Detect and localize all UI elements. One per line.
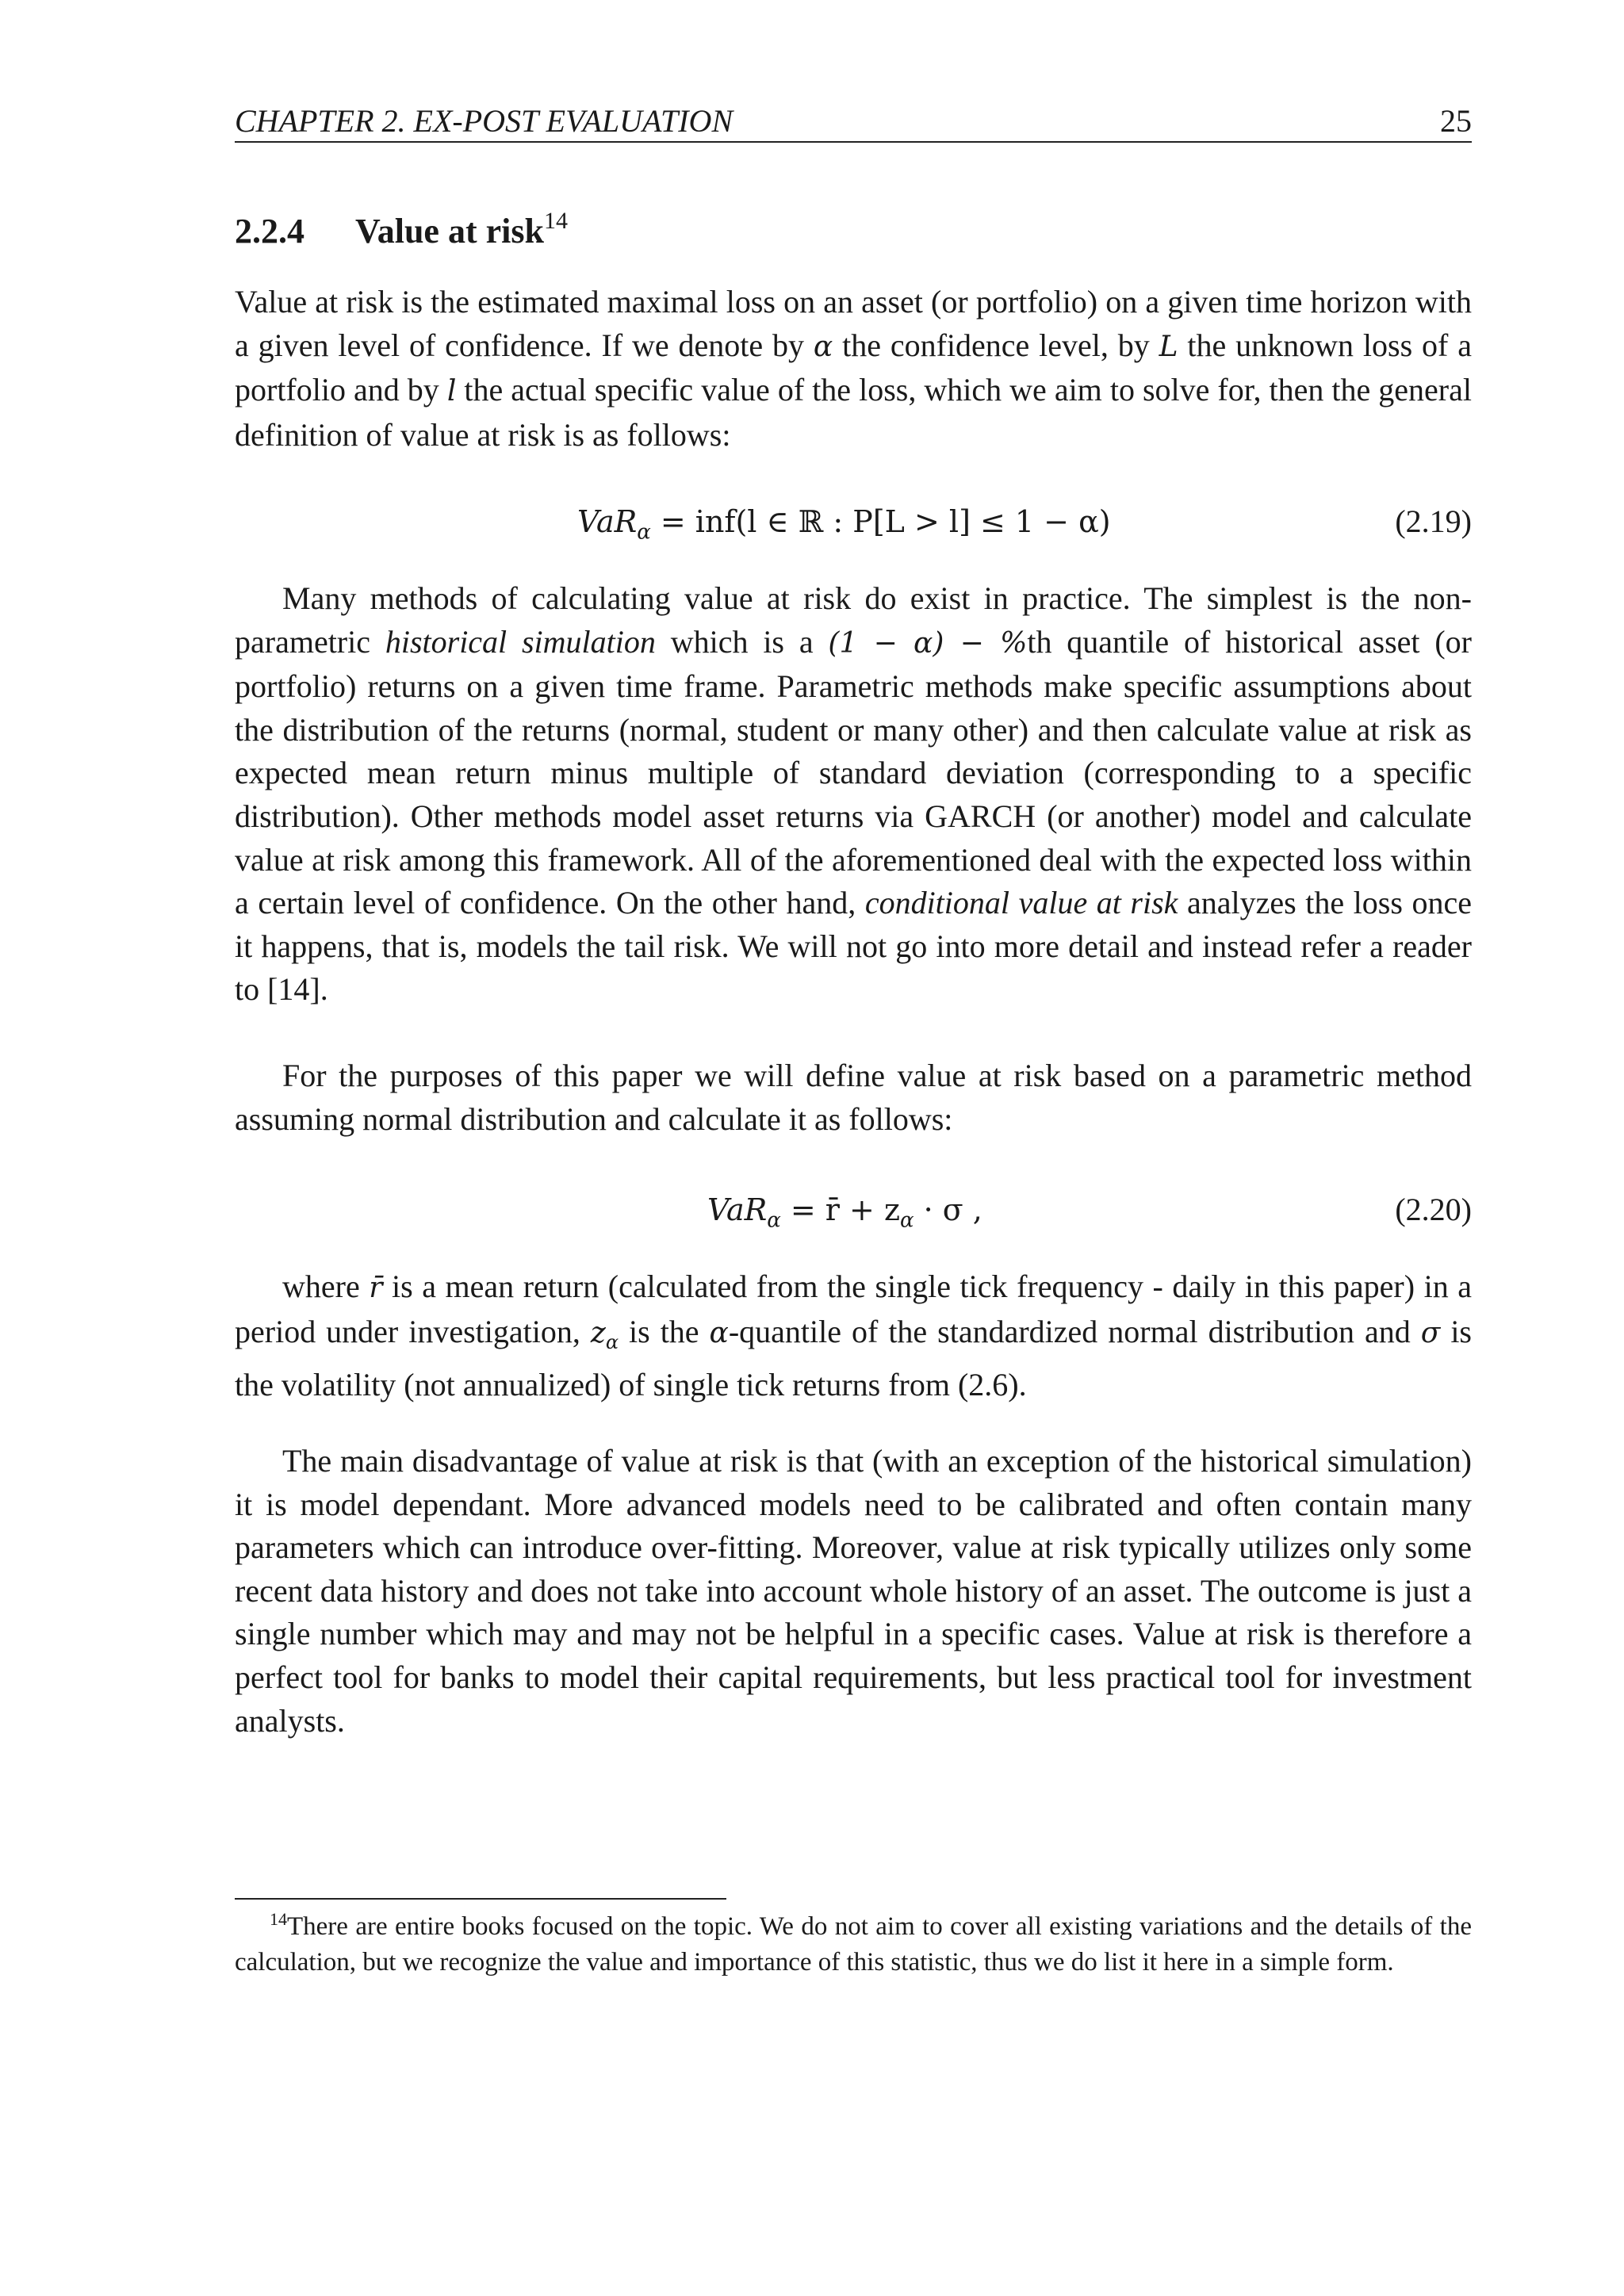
equation-formula: VaR$_\alpha$ = inf(l ∈ ℝ : P[L > l] ≤ 1 − α) [577, 504, 1111, 545]
paragraph-definition-parametric: For the purposes of this paper we will define value at risk based on a parametric method assuming normal distribution and calculate it as follows: [235, 1058, 1472, 1137]
running-header [235, 101, 1472, 143]
footnote [235, 1909, 1472, 1980]
math-l: l [446, 375, 457, 408]
section-heading [235, 208, 568, 255]
math-z-alpha: $z_\alpha$ [590, 1316, 619, 1353]
footnote-text: There are entire books focused on the topic. We do not aim to cover all existing variations and the details of the calculation, but we recognize the value and importance of this statistic, thus we do list it here in a simple form. [235, 1912, 1472, 1976]
math-quantile: (1 − α) − % [828, 626, 1028, 660]
footnote-reference[interactable]: 14 [543, 208, 568, 234]
page-number: 25 [1440, 103, 1472, 139]
equation-2-19 [235, 498, 1472, 545]
section-number: 2.2.4 [235, 212, 304, 251]
chapter-title: CHAPTER 2. EX-POST EVALUATION [235, 103, 733, 139]
emphasis-conditional-var: conditional value at risk [864, 885, 1178, 921]
math-sigma: σ [1420, 1316, 1441, 1349]
equation-formula: VaR$_\alpha$ = r̄ + $z_\alpha \cdot \sigma$ , [707, 1192, 982, 1233]
equation-number: (2.20) [1395, 1192, 1472, 1227]
equation-2-20 [235, 1186, 1472, 1234]
footnote-rule [235, 1898, 726, 1900]
emphasis-historical-simulation: historical simulation [385, 623, 656, 660]
page [235, 0, 1472, 2296]
paragraph-definition: Value at risk is the estimated maximal loss on an asset (or portfolio) on a given time horizon with a given level of confidence. If we denote by α the confidence level, by L the unknown loss of a portfolio and by l the actual specific value of the loss, which we aim to solve for, then the general definition of value at risk is as follows: [235, 284, 1472, 453]
math-rbar: r̄ [369, 1272, 383, 1304]
math-L: L [1159, 330, 1178, 363]
paragraph-methods: Many methods of calculating value at risk do exist in practice. The simplest is the non-parametric historical simulation which is a (1 − α) − %th quantile of historical asset (or portfolio) returns on a given time frame. Parametric methods make specific assumptions about the distribution of the returns (normal, student or many other) and then calculate value at risk as expected mean return minus multiple of standard deviation (corresponding to a specific distribution). Other methods model asset returns via GARCH (or another) model and calculate value at risk among this framework. All of the aforementioned deal with the expected loss within a certain level of confidence. On the other hand, conditional value at risk analyzes the loss once it happens, that is, models the tail risk. We will not go into more detail and instead refer a reader to [14]. [235, 580, 1472, 1008]
paragraph-where: where r̄ is a mean return (calculated from the single tick frequency - daily in this paper) in a period under investigation, $z_\alpha$ is the α-quantile of the standardized normal distribution and σ is the volatility (not annualized) of single tick returns from (2.6). [235, 1269, 1473, 1403]
section-title: Value at risk [355, 212, 544, 251]
paragraph-disadvantage: The main disadvantage of value at risk is that (with an exception of the historical simulation) it is model dependant. More advanced models need to be calibrated and often contain many parameters which can introduce over-fitting. Moreover, value at risk typically utilizes only some recent data history and does not take into account whole history of an asset. The outcome is just a single number which may and may not be helpful in a specific cases. Value at risk is therefore a perfect tool for banks to model their capital requirements, but less practical tool for investment analysts. [235, 1443, 1472, 1739]
math-alpha: α [813, 330, 833, 363]
footnote-mark: 14 [270, 1909, 287, 1929]
math-alpha: α [709, 1316, 729, 1349]
equation-number: (2.19) [1395, 503, 1472, 539]
